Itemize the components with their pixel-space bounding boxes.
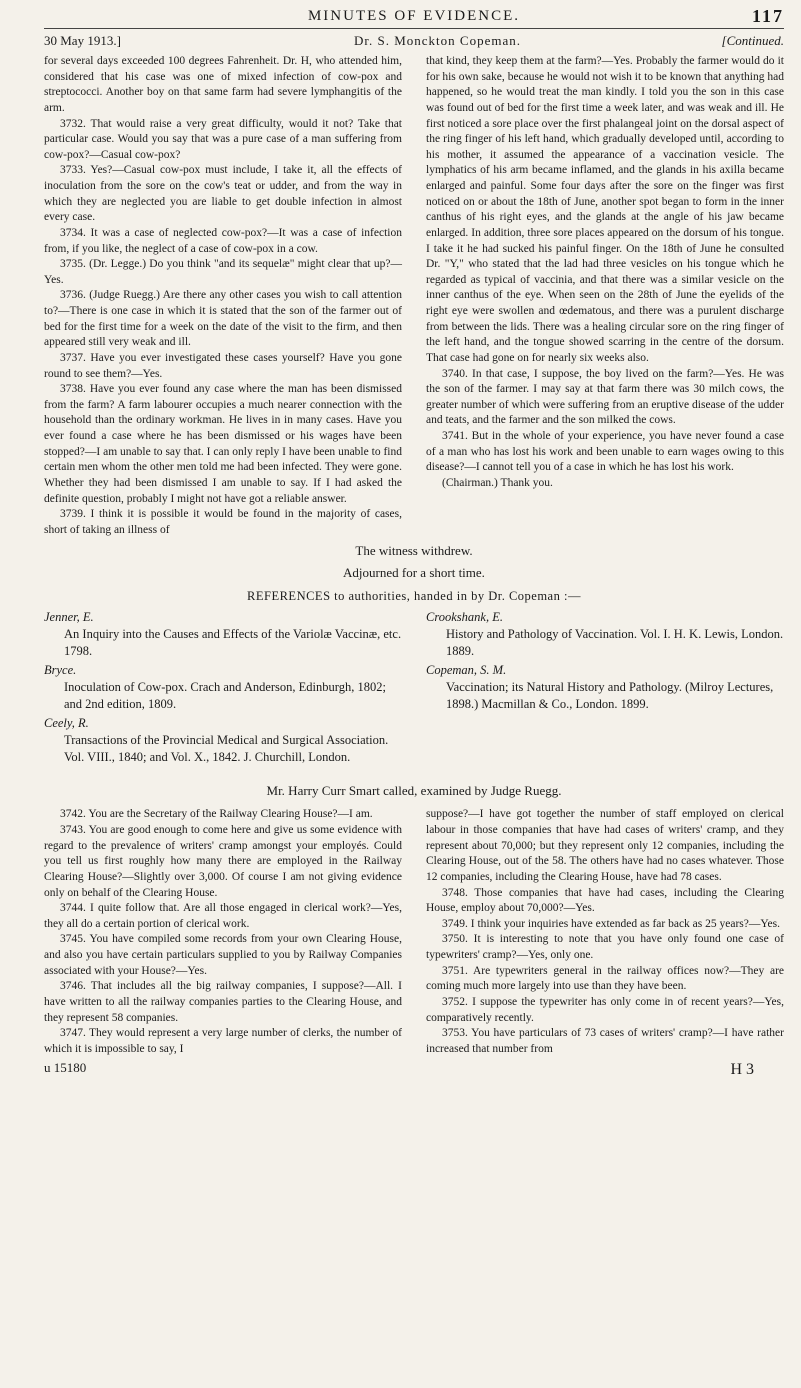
paragraph: 3734. It was a case of neglected cow-pox?—It was a case of infection from, if you like, the neglect of a case of cow-pox in a cow.	[44, 226, 402, 255]
paragraph: 3737. Have you ever investigated these cases yourself? Have you gone round to see them?—Yes.	[44, 351, 402, 380]
paragraph: 3741. But in the whole of your experience, you have never found a case of a man who has lost his work and been unable to earn wages owing to this disease?—I cannot tell you of a case in which he has lost his work.	[426, 430, 784, 474]
paragraph: 3753. You have particulars of 73 cases of writers' cramp?—I have rather increased that number from	[426, 1027, 784, 1055]
references-section	[44, 609, 784, 768]
paragraph: 3735. (Dr. Legge.) Do you think "and its sequelæ" might clear that up?—Yes.	[44, 258, 402, 286]
ref-author: Ceely, R.	[44, 715, 89, 730]
paragraph: 3733. Yes?—Casual cow-pox must include, I take it, all the effects of inoculation from the sore on the cow's teat or udder, and from the way in which they are neglected you are liable to get double infection in almost every case.	[44, 164, 402, 224]
witness-name: Dr. S. Monckton Copeman.	[354, 33, 521, 48]
paragraph: 3732. That would raise a very great difficulty, would it not? Take that particular case. Would you say that was a pure case of a man suffering from cow-pox?—Casual cow-pox?	[44, 117, 402, 161]
paragraph: 3748. Those companies that have had cases, including the Clearing House, employ about 70,000?—Yes.	[426, 886, 784, 915]
paragraph: that kind, they keep them at the farm?—Yes. Probably the farmer would do it for his own sake, because he would not wish it to be known that anything had happened, so he would treat the man kindly. I told you the son in this case was found out of bed for the first time a week later, and was weak and ill. He first noticed a sore place over the first phalangeal joint on the dorsal aspect of the ring finger of his left hand, which gradually developed until, according to his mother, it assumed the appearance of a vaccination vesicle. The lymphatics of his arm became inflamed, and the glands in his axilla became enlarged and painful. Some four days after the sore on the finger was first noticed on or about the 18th of June, another spot began to form in the inner canthus of his right eyes, and the glands at the angle of his jaw became enlarged. In addition, three sore places appeared on the dorsum of his tongue. I take it he had sucked his painful finger. On the 18th of June he consulted Dr. "Y," who stated that the lad had three vesicles on his tongue which he regarded as typical of vaccinia, and that there was a similar vesicle on the inner canthus of the eye. When seen on the 28th of June the eyelids of the right eye were swollen and œdematous, and there was a purulent discharge from between the lids. There was a healing circular sore on the ring finger of the left hand, and the tongue showed scarring in the centre of the dorsum. That case had gone on for nearly six weeks also.	[426, 55, 784, 364]
ref-text: Inoculation of Cow-pox. Crach and Anderson, Edinburgh, 1802; and 2nd edition, 1809.	[64, 679, 386, 711]
paragraph: for several days exceeded 100 degrees Fahrenheit. Dr. H, who attended him, considered that his case was one of mixed infection of cow-pox and streptococci. Another boy on that same farm had severe lymphangitis of the arm.	[44, 55, 402, 114]
paragraph: suppose?—I have got together the number of staff employed on clerical labour in those companies that have had cases of writers' cramp, and they represent about 70,000; but they represent only 12 companies, including the Clearing House, out of the 58. The others have had no cases whatever. Those 12 companies, including the Clearing House, have had 78 cases.	[426, 808, 784, 883]
witness-withdrew: The witness withdrew.	[355, 543, 473, 559]
document-page	[44, 6, 784, 1081]
evidence-section-2	[44, 807, 784, 1057]
page-footer	[44, 1059, 784, 1081]
signature-mark: H 3	[730, 1061, 754, 1079]
examined-heading: Mr. Harry Curr Smart called, examined by Judge Ruegg.	[266, 782, 562, 798]
continued-label: [Continued.	[721, 33, 784, 48]
paragraph: 3746. That includes all the big railway companies, I suppose?—All. I have written to all the railway companies parties to the Clearing House, and they represent 58 companies.	[44, 980, 402, 1024]
ref-author: Copeman, S. M.	[426, 662, 507, 677]
running-head	[44, 6, 784, 28]
right-column-2	[426, 807, 784, 1057]
page-number: 117	[751, 6, 784, 26]
sub-header	[44, 28, 784, 54]
ref-text: History and Pathology of Vaccination. Vol. I. H. K. Lewis, London. 1889.	[446, 626, 784, 658]
references-left	[44, 609, 402, 768]
paragraph: 3752. I suppose the typewriter has only come in of recent years?—Yes, comparatively recently.	[426, 995, 784, 1024]
paragraph: 3744. I quite follow that. Are all those engaged in clerical work?—Yes, they all do a certain portion of clerical work.	[44, 902, 402, 930]
paragraph: 3739. I think it is possible it would be found in the majority of cases, short of taking an illness of	[44, 508, 402, 536]
minutes-title: MINUTES OF EVIDENCE.	[307, 8, 521, 24]
paragraph: 3736. (Judge Ruegg.) Are there any other cases you wish to call attention to?—There is one case in which it is stated that the son of the farmer out of bed for the first time for a week on the date of the visit to the firm, and then appeared still very weak and ill.	[44, 289, 402, 349]
adjourned-note: Adjourned for a short time.	[343, 565, 485, 581]
paragraph: 3751. Are typewriters general in the railway offices now?—They are coming much more largely into use than they have been.	[426, 964, 784, 993]
right-column	[426, 54, 784, 538]
ref-author: Crookshank, E.	[426, 609, 503, 624]
paragraph: 3749. I think your inquiries have extended as far back as 25 years?—Yes.	[442, 917, 780, 930]
paragraph: 3750. It is interesting to note that you have only found one case of typewriters' cramp?—Yes, only one.	[426, 933, 784, 962]
paragraph: 3745. You have compiled some records from your own Clearing House, and also you have certain particulars supplied to you by Railway Companies associated with your House?—Yes.	[44, 933, 402, 977]
ref-author: Jenner, E.	[44, 609, 94, 624]
references-title: REFERENCES to authorities, handed in by Dr. Copeman :—	[247, 588, 581, 603]
paragraph: 3747. They would represent a very large number of clerks, the number of which it is impossible to say, I	[44, 1027, 402, 1055]
ref-text: Vaccination; its Natural History and Pathology. (Milroy Lectures, 1898.) Macmillan & Co., London. 1899.	[446, 679, 774, 711]
evidence-section-1	[44, 54, 784, 538]
ref-text: An Inquiry into the Causes and Effects of the Variolæ Vaccinæ, etc. 1798.	[64, 626, 402, 658]
references-right	[426, 609, 784, 768]
hearing-date: 30 May 1913.]	[44, 33, 121, 48]
printer-mark: u 15180	[44, 1060, 87, 1076]
paragraph: 3740. In that case, I suppose, the boy lived on the farm?—Yes. He was the son of the farmer. I may say at that farm there was 30 milch cows, the greater number of which were suffering from an eruptive disease of the udder and teats, and the farmer and the son milked the cows.	[426, 367, 784, 427]
left-column	[44, 54, 402, 538]
paragraph: 3742. You are the Secretary of the Railway Clearing House?—I am.	[60, 808, 373, 821]
paragraph: 3738. Have you ever found any case where the man has been dismissed from the farm? A farm labourer occupies a much nearer connection with the household than the ordinary workman. He lives in in many cases. Have you ever found a case where he has been dismissed or his wages have been stopped?—I am unable to say that. I can only reply I have been unable to find certain men whom the other men told me had been infected. They were gone. Whether they had been dismissed I am unable to say. If I had asked the definite question, probably I might not have got a reliable answer.	[44, 383, 402, 505]
left-column-2	[44, 807, 402, 1057]
paragraph: 3743. You are good enough to come here and give us some evidence with regard to the prevalence of writers' cramp amongst your employés. Could you tell us first roughly how many there are employed in the Railway Clearing House?—Slightly over 3,000. Of course I am not giving evidence only on behalf of the Clearing House.	[44, 824, 402, 899]
ref-text: Transactions of the Provincial Medical and Surgical Association. Vol. VIII., 1840; and Vol. X., 1842. J. Churchill, London.	[64, 732, 389, 764]
paragraph: (Chairman.) Thank you.	[442, 476, 553, 489]
ref-author: Bryce.	[44, 662, 77, 677]
